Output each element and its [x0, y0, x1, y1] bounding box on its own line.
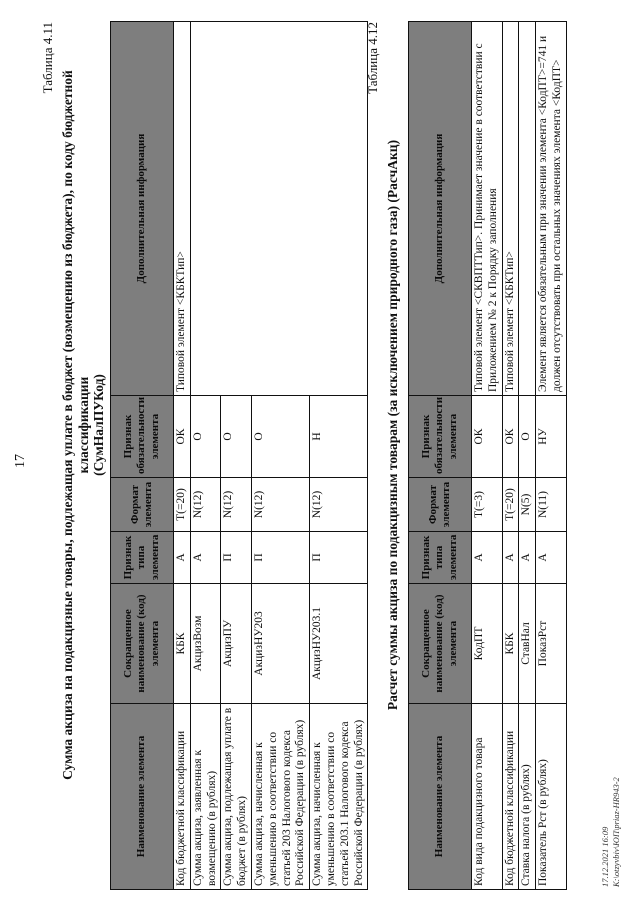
cell-name: Сумма акциза, начисленная к уменьшению в соответствии со статьей 203.1 Налогового кодекса Российской Федерации (в рублях)	[310, 704, 368, 890]
cell-format: T(=3)	[472, 478, 503, 532]
table2-header-format: Формат элемента	[409, 478, 472, 532]
cell-code: КБК	[174, 584, 191, 704]
table1-label: Таблица 4.11	[40, 22, 55, 94]
table-row	[502, 22, 519, 890]
cell-format: N(12)	[310, 478, 368, 532]
cell-format: N(12)	[251, 478, 309, 532]
page-number: 17	[13, 454, 28, 468]
cell-name: Сумма акциза, подлежащая уплате в бюджет (в рублях)	[221, 704, 252, 890]
cell-format: N(12)	[190, 478, 221, 532]
table1-header-format: Формат элемента	[111, 478, 174, 532]
cell-name: Показатель Рст (в рублях)	[536, 704, 567, 890]
table1-header-info: Дополнительная информация	[111, 22, 174, 396]
table1-title-line1: Сумма акциза на подакцизные товары, подлежащая уплате в бюджет (возмещению из бюджета), по коду бюджетной классификации	[60, 70, 91, 780]
table-4-12	[408, 21, 567, 890]
table-4-11	[110, 21, 368, 890]
cell-name: Код бюджетной классификации	[502, 704, 519, 890]
cell-required: О	[519, 396, 536, 478]
cell-type: А	[174, 532, 191, 584]
table2-header-info: Дополнительная информация	[409, 22, 472, 396]
footer-stamp	[600, 777, 621, 887]
footer-date: 17.12.2021 16:09	[600, 826, 610, 887]
table1-header-required: Признак обязательности элемента	[111, 396, 174, 478]
footer-path: К:\otzyvbiv\ЮП\priaz-HR943-2	[610, 777, 621, 887]
cell-required: ОК	[472, 396, 503, 478]
cell-code: АкцизВозм	[190, 584, 221, 704]
table1-header-type: Признак типа элемента	[111, 532, 174, 584]
cell-required: НУ	[536, 396, 567, 478]
cell-type: А	[536, 532, 567, 584]
cell-required: О	[190, 396, 221, 478]
cell-code: КодПТ	[472, 584, 503, 704]
cell-code: АкцизПУ	[221, 584, 252, 704]
cell-type: П	[221, 532, 252, 584]
cell-code: АкцизНУ203	[251, 584, 309, 704]
cell-name: Код вида подакцизного товара	[472, 704, 503, 890]
cell-code: СтавНал	[519, 584, 536, 704]
table2-header-code: Сокращенное наименование (код) элемента	[409, 584, 472, 704]
cell-type: А	[502, 532, 519, 584]
cell-format: N(12)	[221, 478, 252, 532]
table2-header-name: Наименование элемента	[409, 704, 472, 890]
table2-label: Таблица 4.12	[365, 22, 380, 94]
table-row	[174, 22, 191, 890]
table1-title	[60, 25, 107, 825]
table-row	[472, 22, 503, 890]
table-row	[519, 22, 536, 890]
cell-type: П	[251, 532, 309, 584]
table2-header-row	[409, 22, 472, 890]
cell-info: Элемент является обязательным при значении элемента <КодПТ>=741 и должен отсутствовать при остальных значениях элемента <КодПТ>	[536, 22, 567, 396]
table1-header-row	[111, 22, 174, 890]
cell-info: Типовой элемент <КБКТип>	[174, 22, 191, 396]
cell-format: T(=20)	[174, 478, 191, 532]
cell-type: А	[190, 532, 221, 584]
cell-code: ПоказРст	[536, 584, 567, 704]
cell-name: Сумма акциза, заявленная к возмещению (в рублях)	[190, 704, 221, 890]
cell-format: T(=20)	[502, 478, 519, 532]
cell-name: Код бюджетной классификации	[174, 704, 191, 890]
cell-required: ОК	[174, 396, 191, 478]
table1-header-code: Сокращенное наименование (код) элемента	[111, 584, 174, 704]
cell-info: Типовой элемент <КБКТип>	[502, 22, 519, 396]
table-row	[536, 22, 567, 890]
cell-type: А	[472, 532, 503, 584]
table2-title: Расчет суммы акциза по подакцизным товарам (за исключением природного газа) (РасчАкц)	[385, 139, 400, 711]
table1-header-name: Наименование элемента	[111, 704, 174, 890]
table-row	[190, 22, 221, 890]
cell-info	[190, 22, 368, 396]
table2-header-required: Признак обязательности элемента	[409, 396, 472, 478]
cell-name: Ставка налога (в рублях)	[519, 704, 536, 890]
cell-info	[519, 22, 536, 396]
cell-type: П	[310, 532, 368, 584]
table1-title-line2: (СумНалПУКод)	[91, 374, 107, 476]
cell-required: ОК	[502, 396, 519, 478]
cell-info: Типовой элемент <СКВПТТип>. Принимает значение в соответствии с Приложением № 2 к Порядку заполнения	[472, 22, 503, 396]
cell-format: N(5)	[519, 478, 536, 532]
table2-header-type: Признак типа элемента	[409, 532, 472, 584]
cell-type: А	[519, 532, 536, 584]
cell-name: Сумма акциза, начисленная к уменьшению в соответствии со статьей 203 Налогового кодекса Российской Федерации (в рублях)	[251, 704, 309, 890]
cell-required: О	[251, 396, 309, 478]
cell-code: КБК	[502, 584, 519, 704]
cell-required: Н	[310, 396, 368, 478]
cell-code: АкцизНУ203.1	[310, 584, 368, 704]
cell-required: О	[221, 396, 252, 478]
cell-format: N(11)	[536, 478, 567, 532]
